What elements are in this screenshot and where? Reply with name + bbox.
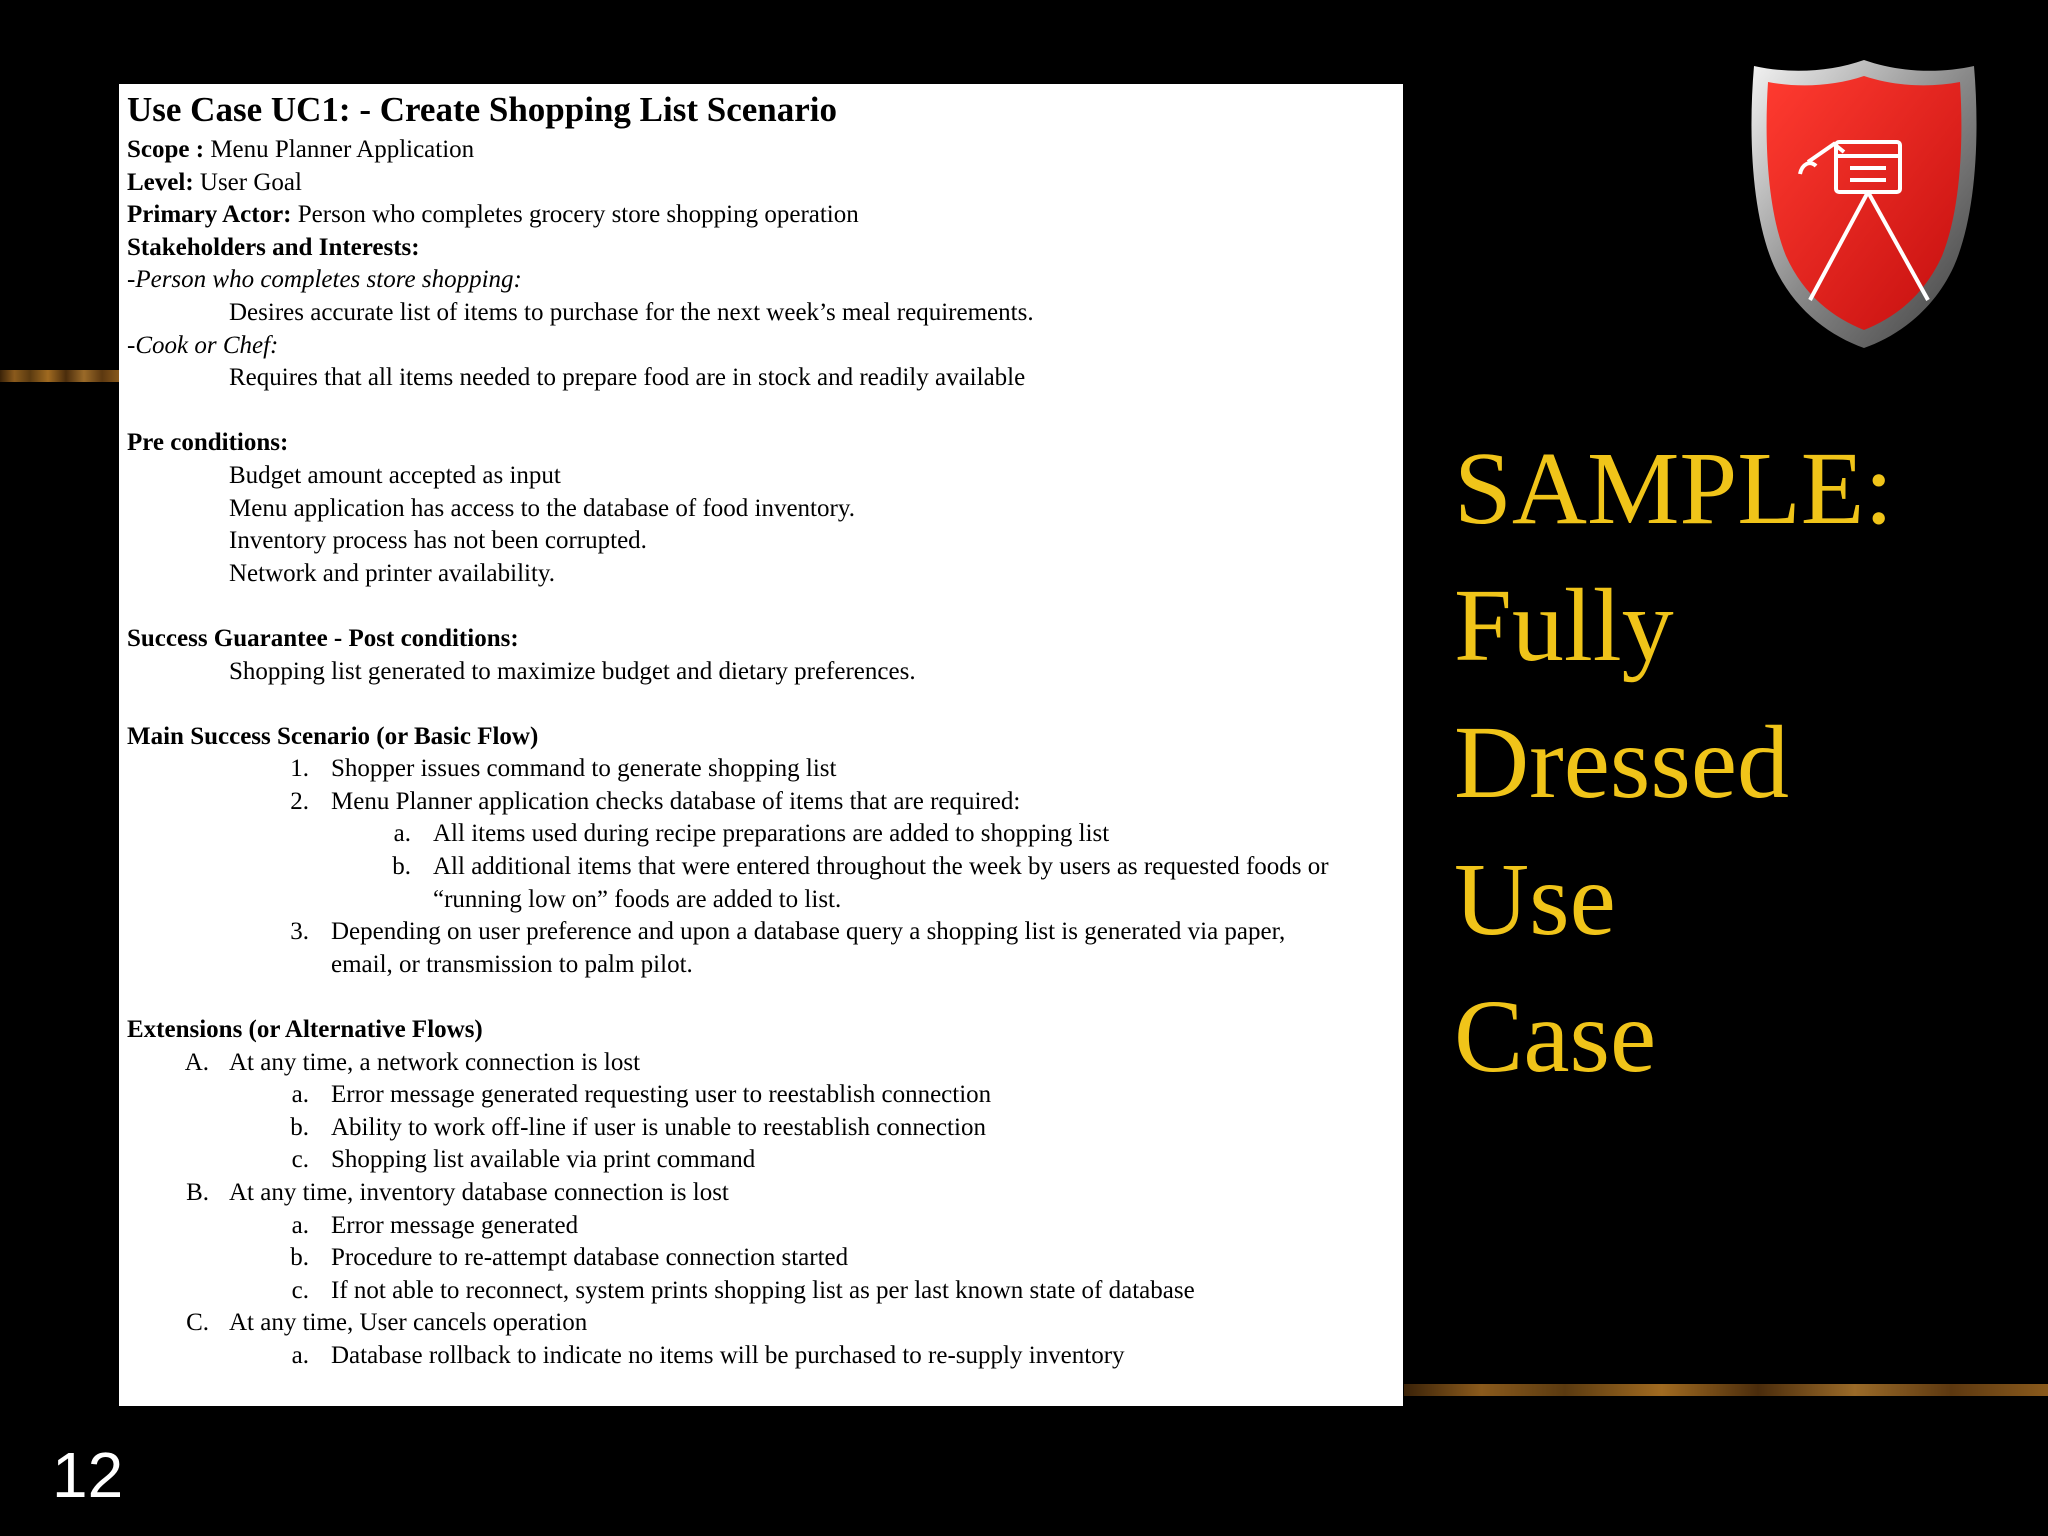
slide-side-title [1454,420,2014,1105]
stakeholder-1-text: Desires accurate list of items to purchase for the next week’s meal requirements. [229,298,1034,326]
extension-subitem: b. Procedure to re-attempt database connection started [290,1244,849,1272]
extension-subitem: a. Database rollback to indicate no items will be purchased to re-supply inventory [291,1341,1125,1369]
postconditions-heading: Success Guarantee - Post conditions: [127,624,519,652]
extension-item: B. At any time, inventory database connection is lost [186,1179,729,1206]
actor-line [127,199,1403,232]
extension-item: C. At any time, User cancels operation [186,1309,588,1337]
actor-value: Person who completes grocery store shopping operation [291,201,859,229]
precondition-item: Network and printer availability. [229,559,556,587]
precondition-item: Budget amount accepted as input [229,461,561,489]
precondition-item: Menu application has access to the database of food inventory. [229,494,855,522]
main-scenario-heading: Main Success Scenario (or Basic Flow) [127,722,539,750]
main-step: 3. Depending on user preference and upon a database query a shopping list is generated via paper, email, or transmission to palm pilot. [290,918,1286,978]
side-title-line: Case [1454,979,1657,1094]
main-substep: b. All additional items that were entered throughout the week by users as requested foods or “running low on” foods are added to list. [392,853,1329,913]
scope-line [127,134,1403,167]
main-step: 2. Menu Planner application checks database of items that are required: [290,787,1021,815]
use-case-document [119,84,1403,1406]
scope-label: Scope : [127,136,205,163]
extensions-heading: Extensions (or Alternative Flows) [127,1016,483,1044]
extension-subitem: c. Shopping list available via print command [291,1146,756,1174]
main-substep: a. All items used during recipe preparations are added to shopping list [393,820,1110,848]
page-number: 12 [52,1439,124,1511]
stakeholder-2-name: -Cook or Chef: [127,331,279,359]
actor-label: Primary Actor: [127,201,292,229]
stakeholder-2-text: Requires that all items needed to prepare food are in stock and readily available [229,364,1026,392]
side-title-line: Use [1454,842,1616,957]
decorative-stripe-right [1404,1384,2048,1396]
shield-logo-icon [1748,56,1980,352]
scope-value: Menu Planner Application [204,136,475,163]
decorative-stripe-left [0,370,120,382]
postcondition-text: Shopping list generated to maximize budget and dietary preferences. [229,657,916,685]
extension-item: A. At any time, a network connection is lost [184,1048,641,1076]
side-title-line: SAMPLE: [1454,431,1894,546]
extension-subitem: a. Error message generated requesting user to reestablish connection [291,1081,992,1109]
precondition-item: Inventory process has not been corrupted. [229,527,647,555]
level-value: User Goal [193,168,302,196]
stakeholders-heading: Stakeholders and Interests: [127,233,420,261]
stakeholder-1-name: -Person who completes store shopping: [127,266,522,294]
side-title-line: Fully [1454,568,1674,683]
extension-subitem: c. If not able to reconnect, system prints shopping list as per last known state of database [291,1276,1195,1304]
side-title-line: Dressed [1454,705,1790,820]
level-line [127,167,1403,200]
preconditions-heading: Pre conditions: [127,429,289,457]
extension-subitem: a. Error message generated [291,1211,579,1239]
main-step: 1. Shopper issues command to generate shopping list [290,755,837,783]
extension-subitem: b. Ability to work off-line if user is unable to reestablish connection [290,1113,986,1141]
level-label: Level: [127,168,194,196]
use-case-title: Use Case UC1: - Create Shopping List Scenario [127,90,838,129]
